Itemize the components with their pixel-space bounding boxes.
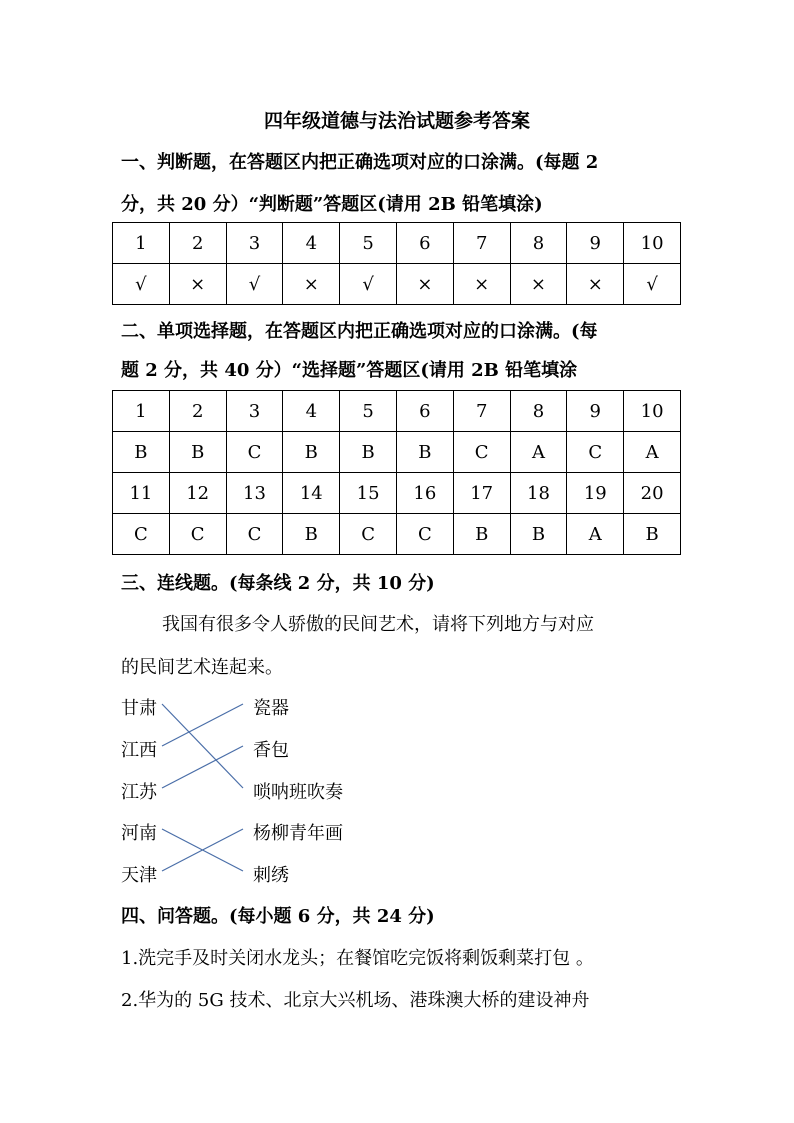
table-cell: 14 <box>283 473 340 514</box>
table-cell: × <box>283 264 340 305</box>
table-cell: B <box>169 432 226 473</box>
table-cell: B <box>340 432 397 473</box>
table-cell: √ <box>226 264 283 305</box>
art-item: 杨柳青年画 <box>253 823 343 844</box>
table-cell: C <box>169 514 226 555</box>
table-cell: 4 <box>283 223 340 264</box>
table-cell: B <box>113 432 170 473</box>
table-cell: B <box>396 432 453 473</box>
table-cell: A <box>510 432 567 473</box>
table-cell: 15 <box>340 473 397 514</box>
table-cell: √ <box>624 264 681 305</box>
table-cell: 5 <box>340 223 397 264</box>
table-cell: C <box>396 514 453 555</box>
answer-item: 1.洗完手及时关闭水龙头；在餐馆吃完饭将剩饭剩菜打包 。 <box>121 948 594 969</box>
matching-line <box>162 746 243 788</box>
table-cell: C <box>226 514 283 555</box>
table-cell: 4 <box>283 391 340 432</box>
table-cell: 17 <box>453 473 510 514</box>
table-cell: A <box>567 514 624 555</box>
section3-intro-line2: 的民间艺术连起来。 <box>121 657 283 678</box>
table-cell: 1 <box>113 391 170 432</box>
table-cell: 2 <box>169 223 226 264</box>
page-title: 四年级道德与法治试题参考答案 <box>263 110 530 132</box>
table-cell: 5 <box>340 391 397 432</box>
table-cell: C <box>453 432 510 473</box>
table-cell: A <box>624 432 681 473</box>
table-cell: 1 <box>113 223 170 264</box>
table-cell: B <box>453 514 510 555</box>
table-cell: 10 <box>624 223 681 264</box>
section2-heading-line2: 题 2 分，共 40 分）“选择题”答题区(请用 2B 铅笔填涂 <box>121 360 578 381</box>
table-cell: 6 <box>396 223 453 264</box>
table-cell: × <box>510 264 567 305</box>
place-item: 天津 <box>121 865 157 886</box>
table-cell: × <box>396 264 453 305</box>
table-cell: 20 <box>624 473 681 514</box>
table-cell: C <box>567 432 624 473</box>
art-item: 瓷器 <box>253 698 289 719</box>
table-cell: 10 <box>624 391 681 432</box>
table-cell: B <box>283 432 340 473</box>
table-cell: 3 <box>226 223 283 264</box>
place-item: 甘肃 <box>121 698 157 719</box>
table-cell: B <box>510 514 567 555</box>
place-item: 江西 <box>121 740 157 761</box>
table-cell: 7 <box>453 223 510 264</box>
table-cell: 6 <box>396 391 453 432</box>
table-cell: 9 <box>567 223 624 264</box>
table-cell: × <box>169 264 226 305</box>
table-cell: 8 <box>510 223 567 264</box>
table-cell: 18 <box>510 473 567 514</box>
place-item: 江苏 <box>121 782 157 803</box>
table-cell: × <box>567 264 624 305</box>
table-cell: B <box>283 514 340 555</box>
matching-line <box>162 704 243 788</box>
table-cell: 7 <box>453 391 510 432</box>
table-cell: 13 <box>226 473 283 514</box>
section3-heading: 三、连线题。(每条线 2 分，共 10 分) <box>121 573 435 594</box>
section1-heading-line2: 分，共 20 分）“判断题”答题区(请用 2B 铅笔填涂) <box>121 194 543 215</box>
section2-heading-line1: 二、单项选择题，在答题区内把正确选项对应的口涂满。(每 <box>121 321 598 342</box>
table-cell: 2 <box>169 391 226 432</box>
table-cell: 12 <box>169 473 226 514</box>
art-item: 刺绣 <box>253 865 289 886</box>
place-item: 河南 <box>121 823 157 844</box>
table-cell: √ <box>340 264 397 305</box>
table-cell: C <box>226 432 283 473</box>
table-cell: B <box>624 514 681 555</box>
table-cell: 16 <box>396 473 453 514</box>
table-cell: 19 <box>567 473 624 514</box>
table-cell: 9 <box>567 391 624 432</box>
table-cell: 3 <box>226 391 283 432</box>
section3-intro-line1: 我国有很多令人骄傲的民间艺术，请将下列地方与对应 <box>162 614 594 635</box>
answer-item: 2.华为的 5G 技术、北京大兴机场、港珠澳大桥的建设神舟 <box>121 990 590 1011</box>
table-cell: 11 <box>113 473 170 514</box>
section1-heading-line1: 一、判断题，在答题区内把正确选项对应的口涂满。(每题 2 <box>121 152 599 173</box>
table-cell: 8 <box>510 391 567 432</box>
table-cell: √ <box>113 264 170 305</box>
matching-line <box>162 704 243 746</box>
table-cell: × <box>453 264 510 305</box>
table-cell: C <box>113 514 170 555</box>
section4-heading: 四、问答题。(每小题 6 分，共 24 分) <box>121 906 435 927</box>
art-item: 唢呐班吹奏 <box>253 782 343 803</box>
art-item: 香包 <box>253 740 289 761</box>
table-cell: C <box>340 514 397 555</box>
